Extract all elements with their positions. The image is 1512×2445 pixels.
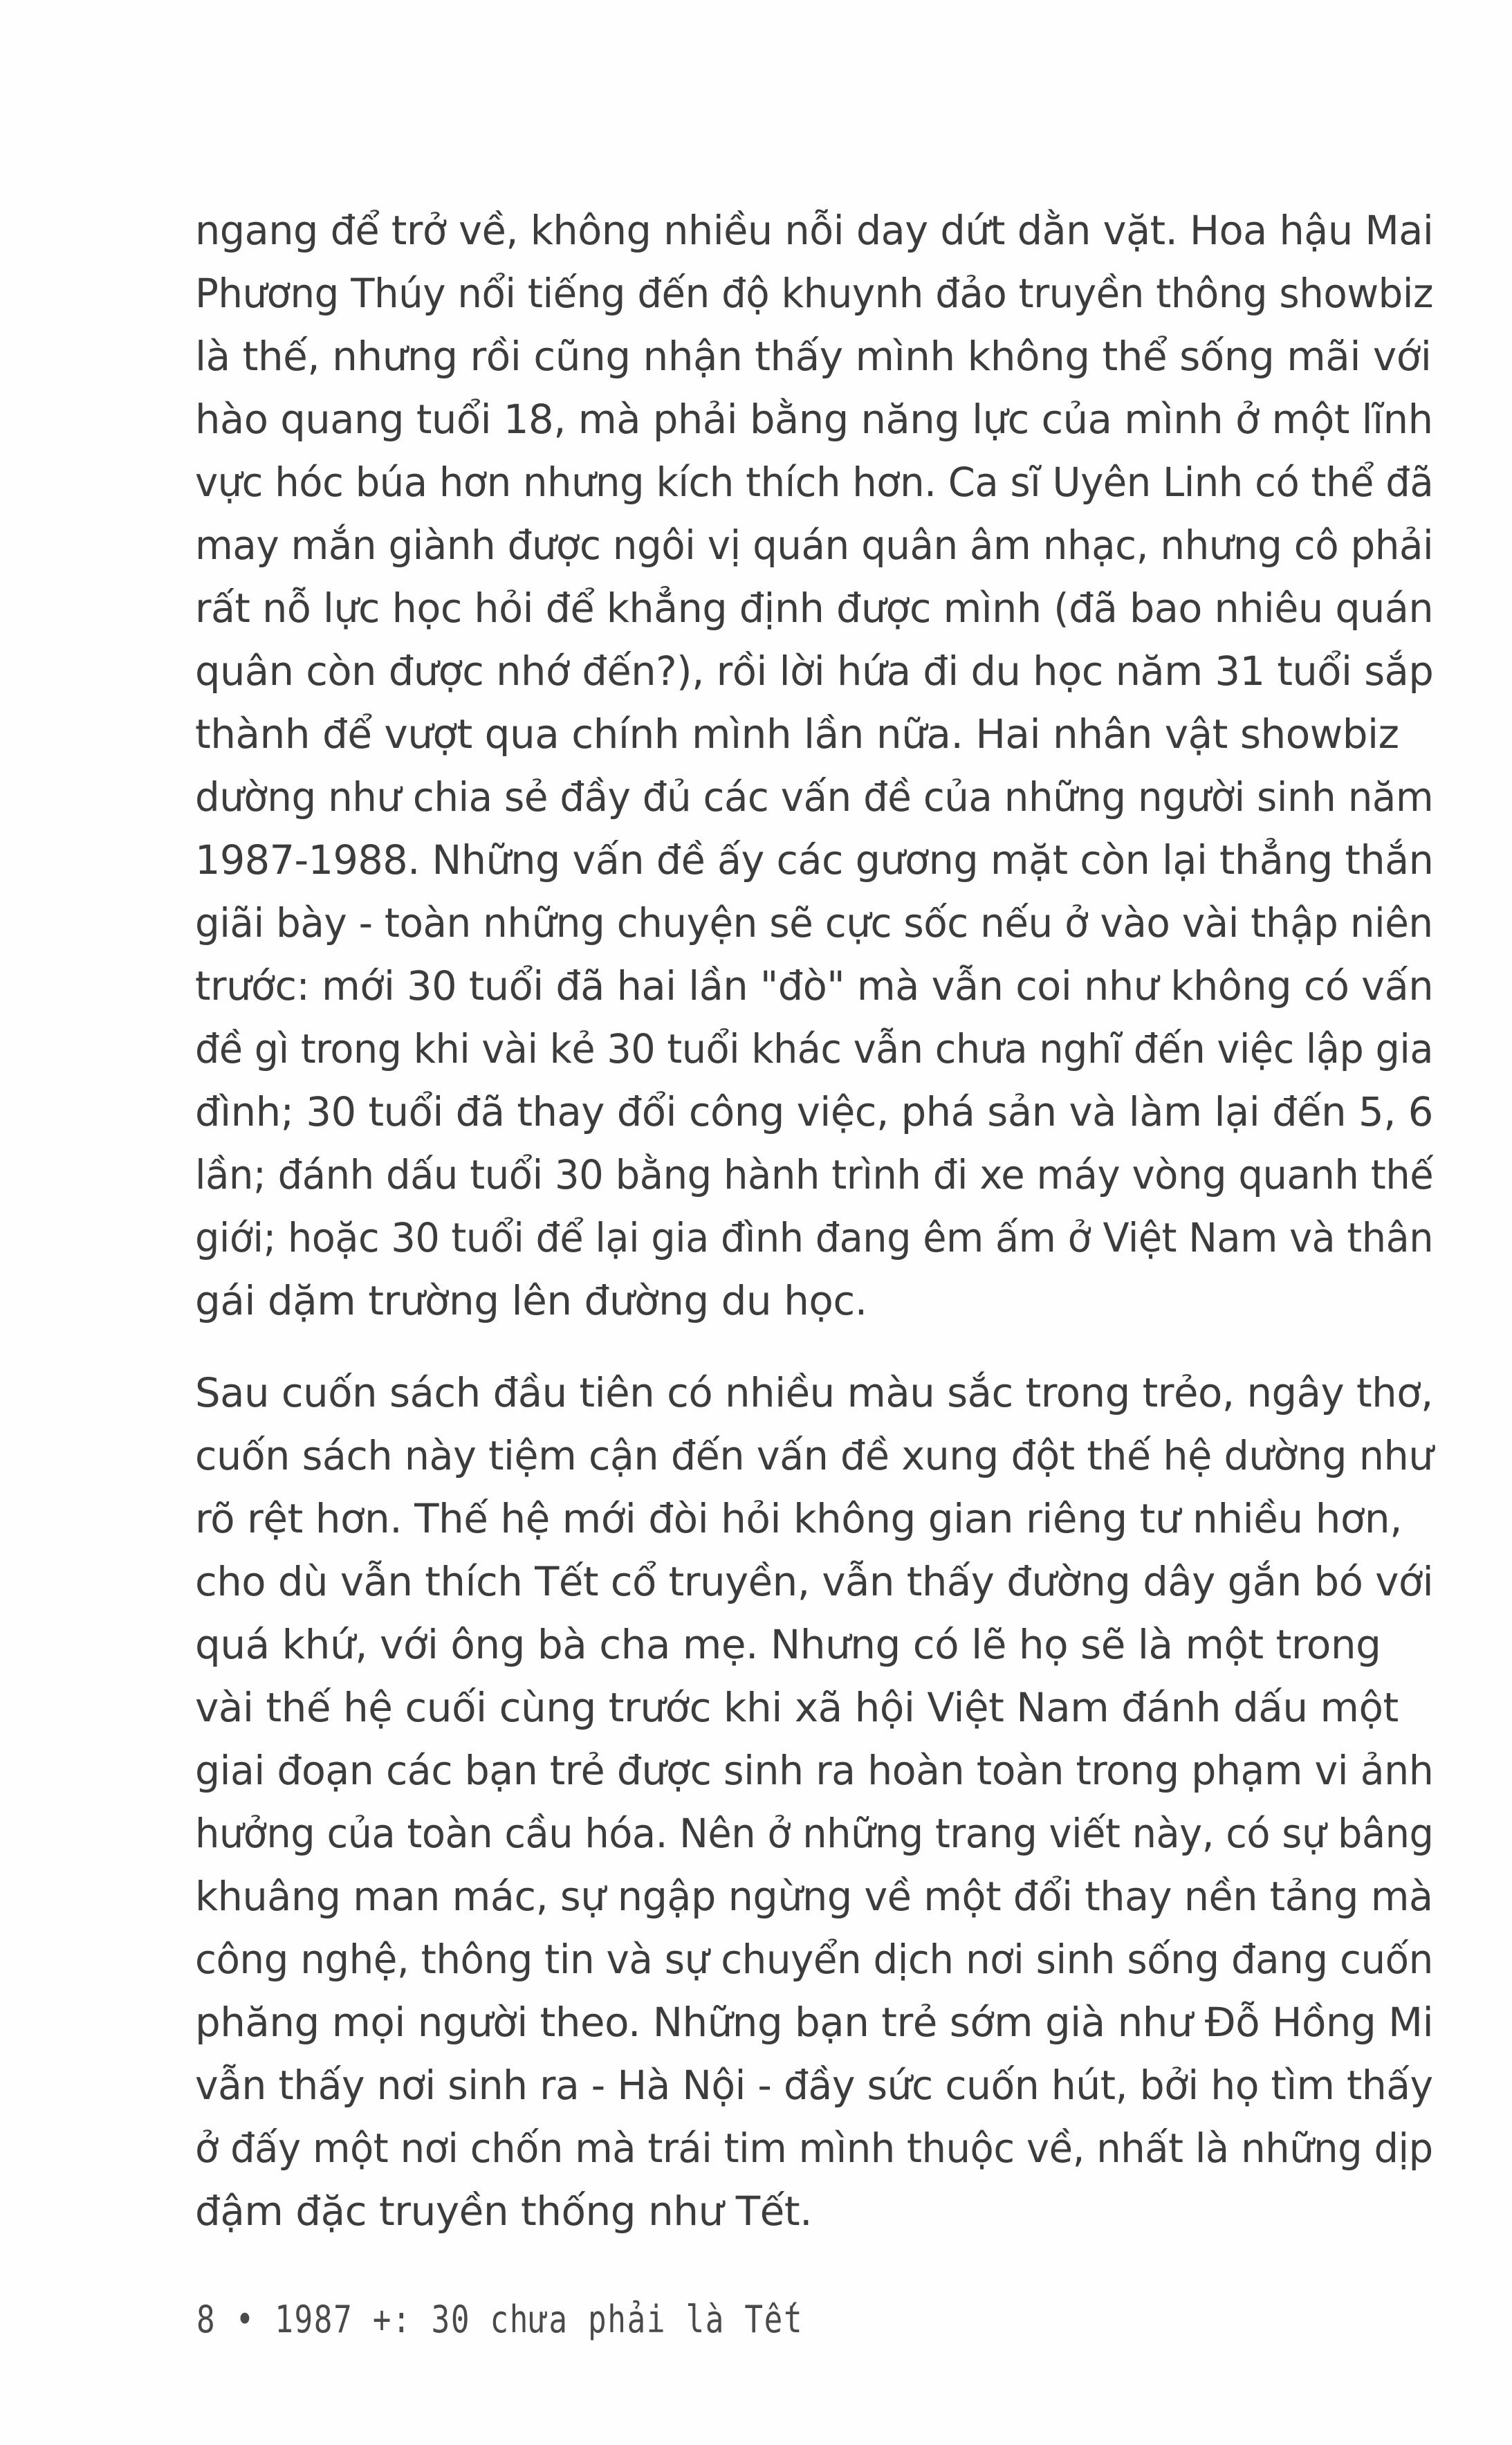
text-line: thành để vượt qua chính mình lần nữa. Hai nhân vật showbiz [195,711,1399,758]
body-paragraph-2 [195,1362,1434,2243]
text-line: rất nỗ lực học hỏi để khẳng định được mình (đã bao nhiêu quán [195,585,1434,632]
text-line: quân còn được nhớ đến?), rồi lời hứa đi du học năm 31 tuổi sắp [195,648,1434,695]
text-line: gái dặm trường lên đường du học. [195,1277,867,1324]
text-line: vực hóc búa hơn nhưng kích thích hơn. Ca sĩ Uyên Linh có thể đã [195,459,1434,506]
text-line: Sau cuốn sách đầu tiên có nhiều màu sắc trong trẻo, ngây thơ, [195,1369,1433,1416]
text-line: cho dù vẫn thích Tết cổ truyền, vẫn thấy đường dây gắn bó với [195,1558,1434,1605]
page-footer: 8 • 1987 +: 30 chưa phải là Tết [196,2298,804,2341]
text-line: giới; hoặc 30 tuổi để lại gia đình đang êm ấm ở Việt Nam và thân [195,1214,1434,1261]
text-line: đậm đặc truyền thống như Tết. [195,2188,813,2235]
text-line: hưởng của toàn cầu hóa. Nên ở những trang viết này, có sự bâng [195,1810,1434,1857]
text-line: khuâng man mác, sự ngập ngừng về một đổi thay nền tảng mà [195,1873,1433,1920]
text-line: giãi bày - toàn những chuyện sẽ cực sốc nếu ở vào vài thập niên [195,899,1433,946]
text-line: may mắn giành được ngôi vị quán quân âm nhạc, nhưng cô phải [195,522,1434,569]
text-line: 1987-1988. Những vấn đề ấy các gương mặt còn lại thẳng thắn [195,836,1434,883]
body-paragraph-1 [195,199,1434,1333]
text-line: phăng mọi người theo. Những bạn trẻ sớm già như Đỗ Hồng Mi [195,1999,1434,2046]
text-line: hào quang tuổi 18, mà phải bằng năng lực của mình ở một lĩnh [195,396,1433,443]
text-line: ở đấy một nơi chốn mà trái tim mình thuộc về, nhất là những dịp [195,2125,1433,2172]
text-line: rõ rệt hơn. Thế hệ mới đòi hỏi không gian riêng tư nhiều hơn, [195,1495,1403,1542]
text-line: dường như chia sẻ đầy đủ các vấn đề của những người sinh năm [195,773,1434,821]
text-line: vẫn thấy nơi sinh ra - Hà Nội - đầy sức cuốn hút, bởi họ tìm thấy [195,2062,1433,2109]
text-line: lần; đánh dấu tuổi 30 bằng hành trình đi xe máy vòng quanh thế [195,1151,1434,1198]
text-line: công nghệ, thông tin và sự chuyển dịch nơi sinh sống đang cuốn [195,1936,1433,1983]
text-line: đình; 30 tuổi đã thay đổi công việc, phá sản và làm lại đến 5, 6 [195,1088,1433,1135]
text-line: đề gì trong khi vài kẻ 30 tuổi khác vẫn chưa nghĩ đến việc lập gia [195,1025,1433,1072]
text-line: ngang để trở về, không nhiều nỗi day dứt dằn vặt. Hoa hậu Mai [195,207,1434,254]
text-line: Phương Thúy nổi tiếng đến độ khuynh đảo truyền thông showbiz [195,270,1433,317]
text-line: trước: mới 30 tuổi đã hai lần "đò" mà vẫn coi như không có vấn [195,962,1434,1009]
text-line: quá khứ, với ông bà cha mẹ. Nhưng có lẽ họ sẽ là một trong [195,1621,1381,1668]
text-line: giai đoạn các bạn trẻ được sinh ra hoàn toàn trong phạm vi ảnh [195,1747,1434,1794]
text-line: là thế, nhưng rồi cũng nhận thấy mình không thể sống mãi với [195,333,1432,380]
text-line: cuốn sách này tiệm cận đến vấn đề xung đột thế hệ dường như [195,1432,1433,1479]
text-line: vài thế hệ cuối cùng trước khi xã hội Việt Nam đánh dấu một [195,1684,1399,1731]
